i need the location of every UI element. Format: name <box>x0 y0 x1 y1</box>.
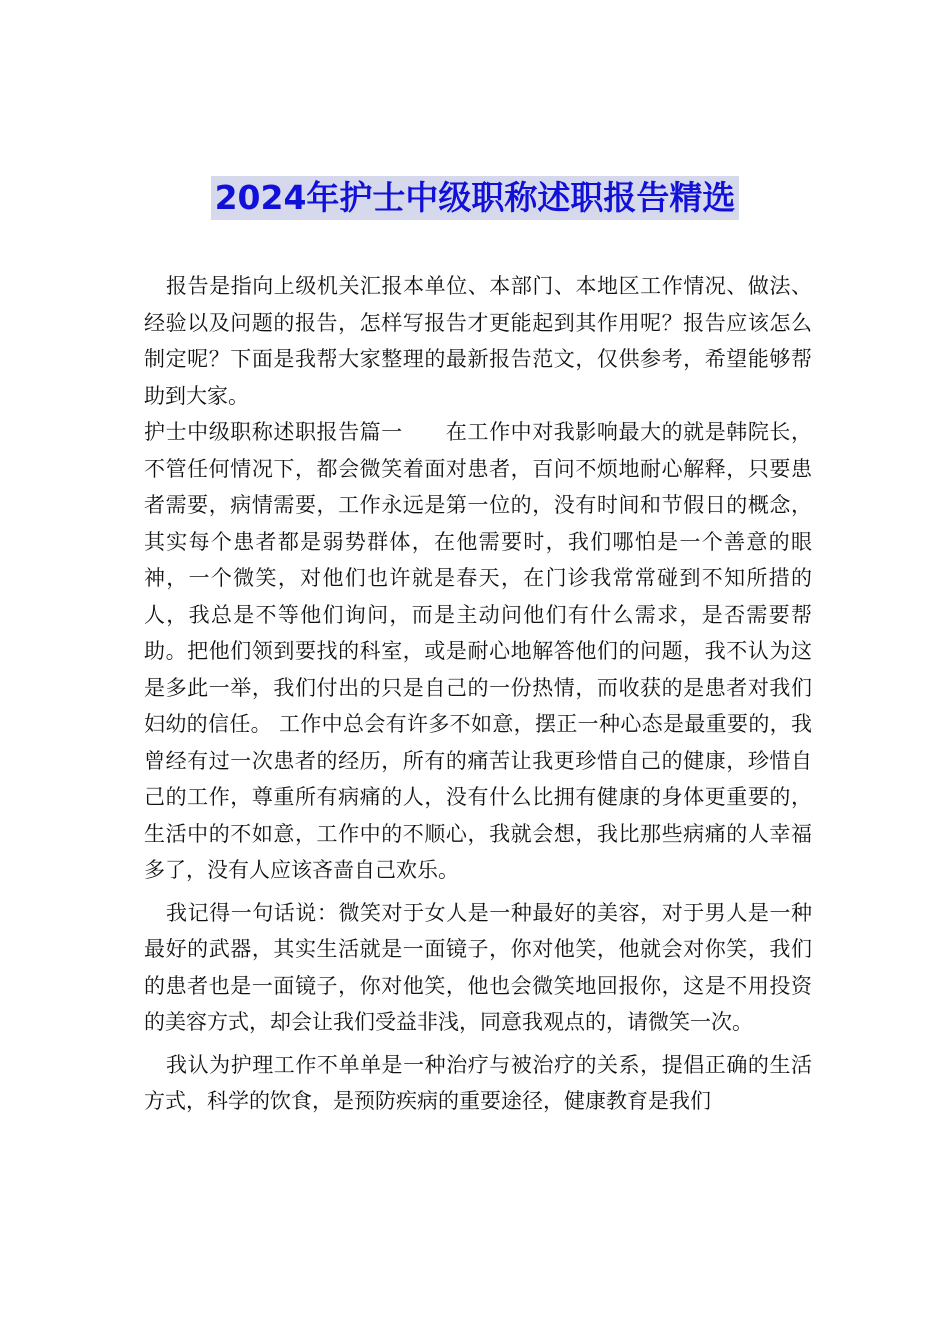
title-container <box>0 176 950 220</box>
document-body <box>144 268 812 1120</box>
paragraph-intro: 报告是指向上级机关汇报本单位、本部门、本地区工作情况、做法、经验以及问题的报告，怎样写报告才更能起到其作用呢？报告应该怎么制定呢？下面是我帮大家整理的最新报告范文，仅供参考，希望能够帮助到大家。 <box>144 274 812 408</box>
paragraph-section-one: 护士中级职称述职报告篇一 在工作中对我影响最大的就是韩院长，不管任何情况下，都会微笑着面对患者，百问不烦地耐心解释，只要患者需要，病情需要，工作永远是第一位的，没有时间和节假日的概念，其实每个患者都是弱势群体，在他需要时，我们哪怕是一个善意的眼神，一个微笑，对他们也许就是春天，在门诊我常常碰到不知所措的人，我总是不等他们询问，而是主动问他们有什么需求，是否需要帮助。把他们领到要找的科室，或是耐心地解答他们的问题，我不认为这是多此一举，我们付出的只是自己的一份热情，而收获的是患者对我们妇幼的信任。 工作中总会有许多不如意，摆正一种心态是最重要的，我曾经有过一次患者的经历，所有的痛苦让我更珍惜自己的健康，珍惜自己的工作，尊重所有病痛的人，没有什么比拥有健康的身体更重要的，生活中的不如意，工作中的不顺心，我就会想，我比那些病痛的人幸福多了，没有人应该吝啬自己欢乐。 <box>144 420 812 882</box>
paragraph-smile: 我记得一句话说：微笑对于女人是一种最好的美容，对于男人是一种最好的武器，其实生活就是一面镜子，你对他笑，他就会对你笑，我们的患者也是一面镜子，你对他笑，他也会微笑地回报你，这是不用投资的美容方式，却会让我们受益非浅，同意我观点的，请微笑一次。 <box>144 900 812 1034</box>
document-title: 2024年护士中级职称述职报告精选 <box>211 176 740 220</box>
paragraph-nursing: 我认为护理工作不单单是一种治疗与被治疗的关系，提倡正确的生活方式，科学的饮食，是预防疾病的重要途径，健康教育是我们 <box>144 1052 812 1113</box>
